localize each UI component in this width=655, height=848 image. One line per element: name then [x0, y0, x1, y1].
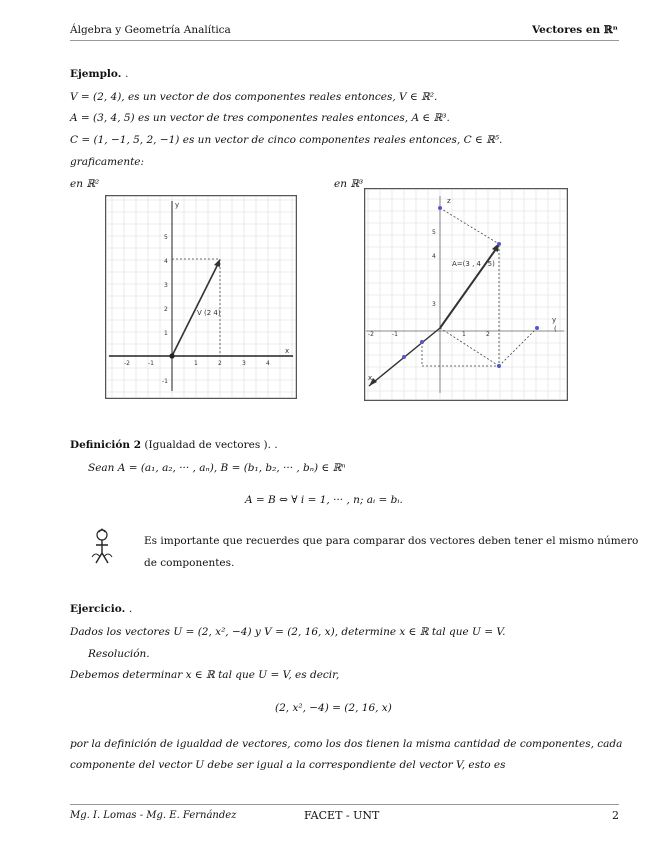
note-line-1: Es importante que recuerdes que para comparar dos vectores deben tener el mismo número [144, 535, 639, 547]
tick-3d: -2 [368, 331, 374, 338]
header-rule [70, 40, 619, 41]
x-tick-2d: -1 [148, 360, 154, 367]
exercise-statement: Dados los vectores U = (2, x², −4) y V = (2, 16, x), determine x ∈ ℝ tal que U = V. [70, 626, 506, 638]
x-axis-label-3d: x [368, 374, 373, 382]
vector-a-label: A=(3 , 4 , 5) [452, 260, 495, 268]
point-label-3d: ( [554, 325, 557, 333]
y-tick-2d: 3 [164, 282, 168, 289]
tick-3d: 1 [462, 331, 466, 338]
example-line-1: V = (2, 4), es un vector de dos componentes reales entonces, V ∈ ℝ². [70, 91, 438, 103]
point-3d [438, 206, 442, 210]
exercise-line-2: por la definición de igualdad de vectores, como los dos tienen la misma cantidad de componentes, cada [70, 738, 623, 750]
tick-3d: 3 [432, 301, 436, 308]
definition-formula: A = B ⇔ ∀ i = 1, ··· , n; aᵢ = bᵢ. [245, 494, 403, 506]
z-axis-label-3d: z [447, 197, 451, 205]
header-course-title: Álgebra y Geometría Analítica [70, 24, 231, 36]
graficamente-label: graficamente: [70, 156, 145, 168]
footer-authors: Mg. I. Lomas - Mg. E. Fernández [70, 810, 237, 821]
x-tick-2d: 2 [218, 360, 222, 367]
tick-3d: 5 [432, 229, 436, 236]
r2-label: en ℝ² [70, 178, 100, 190]
y-axis-label-3d: y [552, 316, 557, 324]
exercise-formula: (2, x², −4) = (2, 16, x) [275, 702, 392, 714]
vector-v-label: V (2 4) [197, 309, 221, 317]
definition-heading: Definición 2 (Igualdad de vectores ). . [70, 439, 278, 451]
exercise-heading: Ejercicio. . [70, 603, 133, 615]
x-axis-label-2d: x [285, 347, 290, 355]
y-tick-2d: 4 [164, 258, 168, 265]
graph-2d [105, 195, 297, 399]
thinking-figure-icon [86, 527, 118, 567]
y-tick-2d: 1 [164, 330, 168, 337]
definition-line-1: Sean A = (a₁, a₂, ··· , aₙ), B = (b₁, b₂, ··· , bₙ) ∈ ℝⁿ [88, 462, 346, 474]
y-axis-label-2d: y [175, 201, 180, 209]
y-tick-2d: 2 [164, 306, 168, 313]
footer-institution: FACET - UNT [304, 809, 380, 822]
example-line-3: C = (1, −1, 5, 2, −1) es un vector de cinco componentes reales entonces, C ∈ ℝ⁵. [70, 134, 503, 146]
resolution-label: Resolución. [88, 648, 150, 660]
note-line-2: de componentes. [144, 557, 235, 569]
example-line-2: A = (3, 4, 5) es un vector de tres componentes reales entonces, A ∈ ℝ³. [70, 112, 450, 124]
point-3d [402, 355, 406, 359]
y-tick-2d: -1 [162, 378, 168, 385]
origin-point-2d [169, 353, 174, 358]
tick-3d: 2 [486, 331, 490, 338]
point-3d [420, 340, 424, 344]
x-tick-2d: 1 [194, 360, 198, 367]
point-3d [535, 326, 539, 330]
footer-rule [70, 804, 619, 805]
exercise-line-1: Debemos determinar x ∈ ℝ tal que U = V, es decir, [70, 669, 340, 681]
x-tick-2d: 3 [242, 360, 246, 367]
point-3d [497, 242, 501, 246]
tick-3d: -1 [392, 331, 398, 338]
x-tick-2d: -2 [124, 360, 130, 367]
tick-3d: 4 [432, 253, 436, 260]
header-section-title: Vectores en ℝⁿ [531, 24, 618, 36]
r3-label: en ℝ³ [334, 178, 364, 190]
page-number: 2 [612, 809, 619, 822]
exercise-line-3: componente del vector U debe ser igual a la correspondiente del vector V, esto es [70, 759, 506, 771]
graph-3d [364, 188, 568, 401]
point-3d [497, 364, 501, 368]
x-tick-2d: 4 [266, 360, 270, 367]
example-heading: Ejemplo. . [70, 68, 129, 80]
y-tick-2d: 5 [164, 234, 168, 241]
